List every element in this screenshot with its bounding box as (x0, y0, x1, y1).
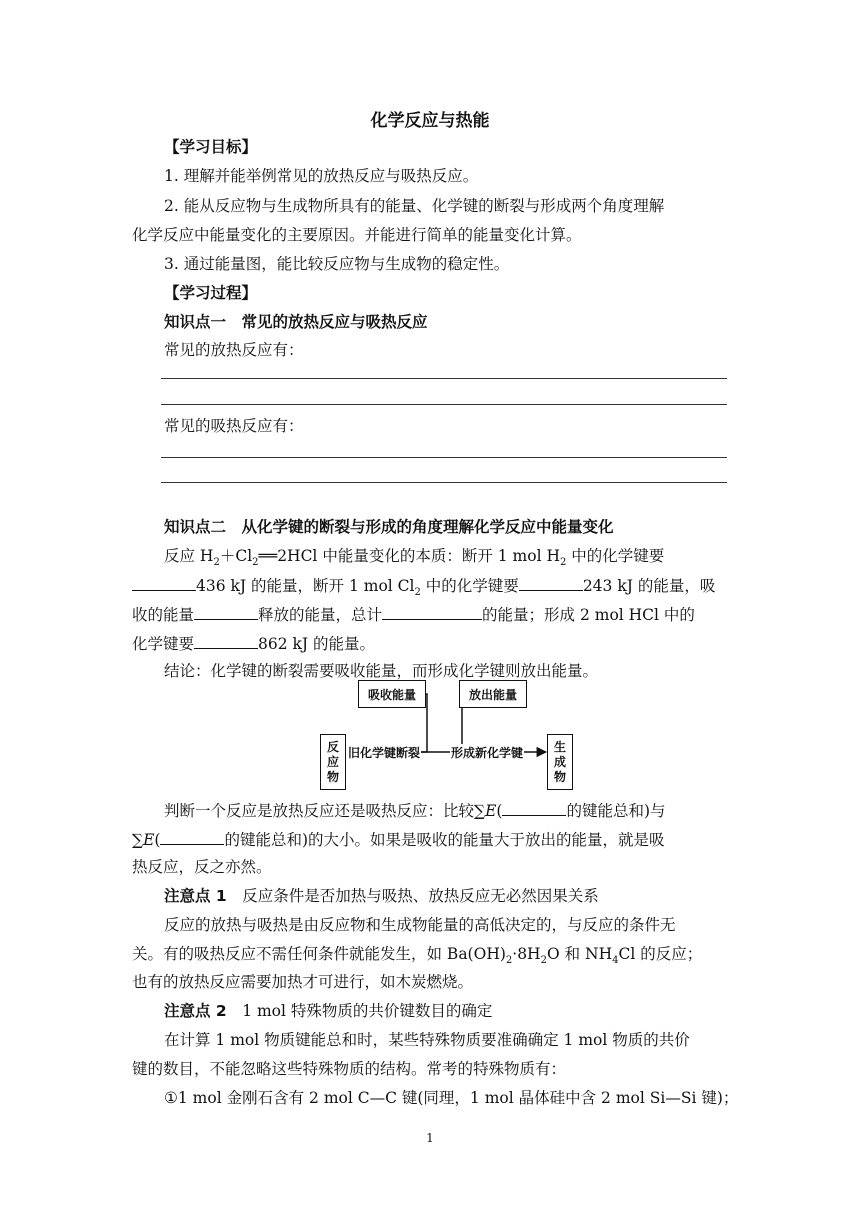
objective-2-cont: 化学反应中能量变化的主要原因。并能进行简单的能量变化计算。 (132, 226, 582, 244)
kp2-heading: 知识点二 从化学键的断裂与形成的角度理解化学反应中能量变化 (164, 518, 614, 536)
bond-form-label: 形成新化学键 (451, 746, 524, 760)
kp2-paragraph-line-1: 反应 $H_2+Cl_2══2HCl$ 中能量变化的本质：断开 1 mol $H_2$ 中的化学键要 (164, 547, 665, 569)
absorb-energy-box: 吸收能量 (358, 680, 426, 708)
judge-line-2: ∑E( 的键能总和)的大小。如果是吸收的能量大于放出的能量，就是吸 (132, 831, 665, 849)
kp2-paragraph-line-2: 436 kJ 的能量，断开 1 mol $Cl_2$ 中的化学键要 243 kJ 的能量，吸 (132, 575, 732, 596)
page-number: 1 (426, 1131, 434, 1145)
fill-blank[interactable] (194, 604, 258, 620)
exo-prompt: 常见的放热反应有： (164, 341, 304, 359)
bond-break-label: 旧化学键断裂 (348, 746, 421, 760)
kp1-heading: 知识点一 常见的放热反应与吸热反应 (164, 313, 428, 331)
note2-line-3: ①1 mol 金刚石含有 2 mol C—C 键(同理，1 mol 晶体硅中含 2 mol Si—Si 键)； (164, 1089, 739, 1107)
fill-blank[interactable] (502, 800, 566, 816)
judge-line-3: 热反应，反之亦然。 (132, 858, 272, 876)
diagram-arrows (310, 678, 580, 792)
judge-line-1: 判断一个反应是放热反应还是吸热反应：比较∑E( 的键能总和)与 (164, 802, 666, 820)
note1-line-2: 关。有的吸热反应不需任何条件就能发生，如 $Ba(OH)_2\cdot 8H_2O$ 和 $NH_4Cl$ 的反应； (132, 945, 703, 967)
fill-blank[interactable] (519, 575, 583, 591)
answer-line[interactable] (161, 404, 727, 405)
note2-heading: 注意点 2 1 mol 特殊物质的共价键数目的确定 (164, 1002, 493, 1020)
objective-2: 2. 能从反应物与生成物所具有的能量、化学键的断裂与形成两个角度理解 (164, 197, 665, 215)
answer-line[interactable] (161, 482, 727, 483)
endo-prompt: 常见的吸热反应有： (164, 417, 304, 435)
note2-line-2: 键的数目，不能忽略这些特殊物质的结构。常考的特殊物质有： (132, 1060, 567, 1078)
fill-blank[interactable] (194, 633, 258, 649)
objectives-heading: 【学习目标】 (164, 138, 258, 156)
note1-line-1: 反应的放热与吸热是由反应物和生成物能量的高低决定的，与反应的条件无 (164, 916, 676, 934)
kp2-paragraph-line-4: 化学键要 862 kJ 的能量。 (132, 635, 376, 653)
objective-1: 1. 理解并能举例常见的放热反应与吸热反应。 (164, 167, 479, 185)
reactant-box: 反 应 物 (320, 734, 346, 790)
release-energy-box: 放出能量 (459, 680, 527, 708)
product-box: 生 成 物 (547, 734, 573, 790)
fill-blank[interactable] (160, 829, 224, 845)
note2-line-1: 在计算 1 mol 物质键能总和时，某些特殊物质要准确确定 1 mol 物质的共价 (164, 1031, 690, 1049)
answer-line[interactable] (161, 457, 727, 458)
objective-3: 3. 通过能量图，能比较反应物与生成物的稳定性。 (164, 255, 510, 273)
process-heading: 【学习过程】 (164, 284, 258, 302)
fill-blank[interactable] (382, 604, 482, 620)
energy-change-diagram (310, 678, 580, 792)
note1-line-3: 也有的放热反应需要加热才可进行，如木炭燃烧。 (132, 973, 474, 991)
page-title: 化学反应与热能 (370, 111, 490, 131)
kp2-paragraph-line-3: 收的能量 释放的能量，总计 的能量；形成 2 mol HCl 中的 (132, 606, 695, 624)
note1-heading: 注意点 1 反应条件是否加热与吸热、放热反应无必然因果关系 (164, 887, 599, 905)
answer-line[interactable] (161, 378, 727, 379)
fill-blank[interactable] (132, 575, 196, 591)
kp2-conclusion: 结论：化学键的断裂需要吸收能量，而形成化学键则放出能量。 (164, 662, 599, 680)
